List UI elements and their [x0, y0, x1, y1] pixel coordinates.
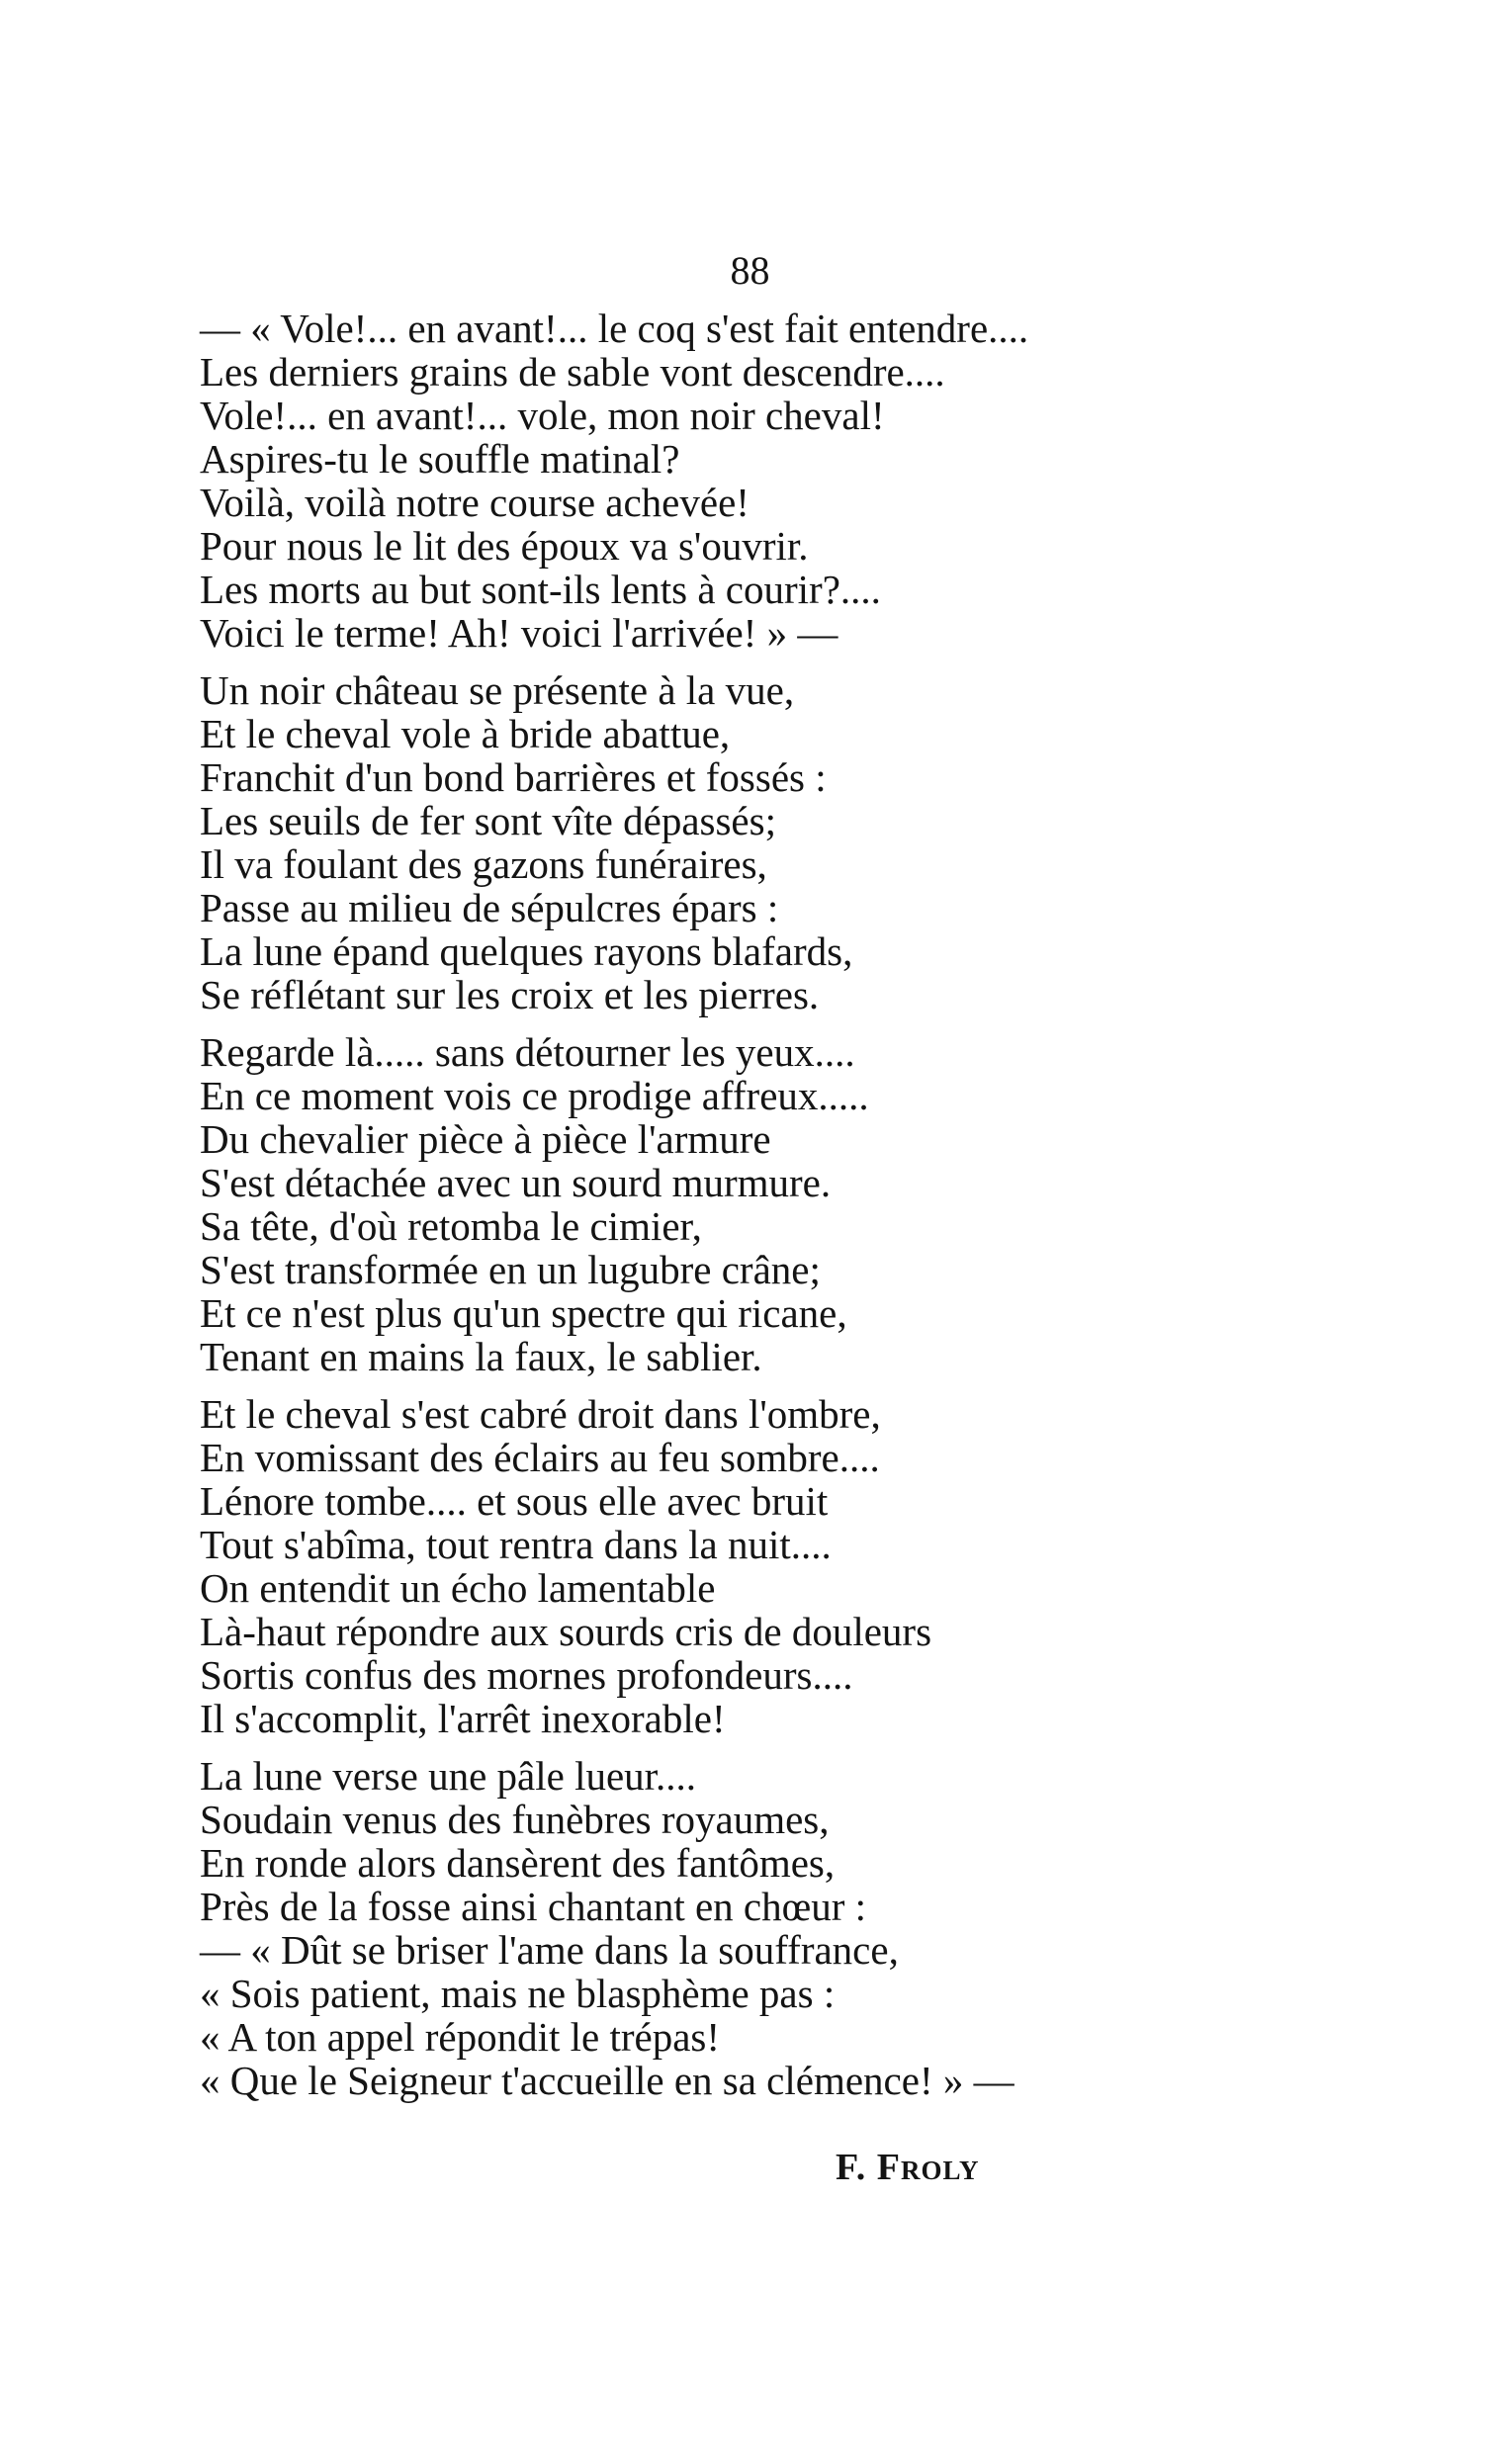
verse-line: S'est détachée avec un sourd murmure. [200, 1160, 832, 1205]
verse-line: Sortis confus des mornes profondeurs.... [200, 1652, 853, 1698]
verse-line: Franchit d'un bond barrières et fossés : [200, 754, 827, 800]
verse-line: Les morts au but sont-ils lents à courir?.... [200, 567, 881, 612]
verse-line: Et le cheval s'est cabré droit dans l'ombre, [200, 1391, 881, 1437]
verse-line: Il s'accomplit, l'arrêt inexorable! [200, 1696, 726, 1741]
verse-line: Et ce n'est plus qu'un spectre qui ricane, [200, 1290, 847, 1336]
verse-line: « Sois patient, mais ne blasphème pas : [200, 1971, 836, 2016]
page-number: 88 [730, 248, 770, 293]
verse-line: En ronde alors dansèrent des fantômes, [200, 1840, 836, 1886]
verse-line: Il va foulant des gazons funéraires, [200, 841, 767, 887]
stanza-3 [200, 1030, 1297, 1378]
verse-line: Pour nous le lit des époux va s'ouvrir. [200, 523, 809, 569]
verse-line: Les derniers grains de sable vont descendre.... [200, 349, 945, 395]
verse-line: Lénore tombe.... et sous elle avec bruit [200, 1478, 829, 1524]
stanza-5 [200, 1754, 1297, 2102]
verse-line: Sa tête, d'où retomba le cimier, [200, 1203, 702, 1249]
verse-line: En ce moment vois ce prodige affreux..... [200, 1073, 869, 1118]
verse-line: Un noir château se présente à la vue, [200, 667, 795, 713]
verse-line: Près de la fosse ainsi chantant en chœur : [200, 1884, 867, 1929]
verse-line: « Que le Seigneur t'accueille en sa clémence! » — [200, 2058, 1015, 2103]
verse-line: Se réflétant sur les croix et les pierres. [200, 972, 820, 1017]
verse-line: Du chevalier pièce à pièce l'armure [200, 1116, 771, 1162]
author-signature [836, 2146, 979, 2189]
verse-line: Regarde là..... sans détourner les yeux.... [200, 1029, 855, 1075]
author-initial: F. [836, 2147, 867, 2188]
stanza-1 [200, 307, 1297, 655]
verse-line: « A ton appel répondit le trépas! [200, 2014, 721, 2060]
verse-line: Tout s'abîma, tout rentra dans la nuit.... [200, 1522, 832, 1567]
stanza-2 [200, 668, 1297, 1016]
verse-line: Les seuils de fer sont vîte dépassés; [200, 798, 776, 843]
verse-line: Tenant en mains la faux, le sablier. [200, 1334, 762, 1379]
verse-line: En vomissant des éclairs au feu sombre.... [200, 1435, 880, 1480]
verse-line: — « Dût se briser l'ame dans la souffrance, [200, 1927, 899, 1973]
verse-line: S'est transformée en un lugubre crâne; [200, 1247, 821, 1292]
verse-line: Voilà, voilà notre course achevée! [200, 480, 750, 525]
stanza-4 [200, 1392, 1297, 1740]
verse-line: — « Vole!... en avant!... le coq s'est fait entendre.... [200, 306, 1029, 351]
verse-line: On entendit un écho lamentable [200, 1565, 716, 1611]
verse-line: Passe au milieu de sépulcres épars : [200, 885, 779, 930]
verse-line: La lune épand quelques rayons blafards, [200, 928, 853, 974]
verse-line: Voici le terme! Ah! voici l'arrivée! » — [200, 610, 838, 656]
verse-line: Là-haut répondre aux sourds cris de douleurs [200, 1609, 932, 1654]
verse-line: La lune verse une pâle lueur.... [200, 1753, 697, 1799]
verse-line: Vole!... en avant!... vole, mon noir cheval! [200, 393, 885, 438]
verse-line: Et le cheval vole à bride abattue, [200, 711, 731, 756]
verse-line: Soudain venus des funèbres royaumes, [200, 1797, 830, 1842]
author-surname: Froly [876, 2147, 980, 2188]
poem [200, 307, 1297, 2116]
verse-line: Aspires-tu le souffle matinal? [200, 436, 680, 482]
